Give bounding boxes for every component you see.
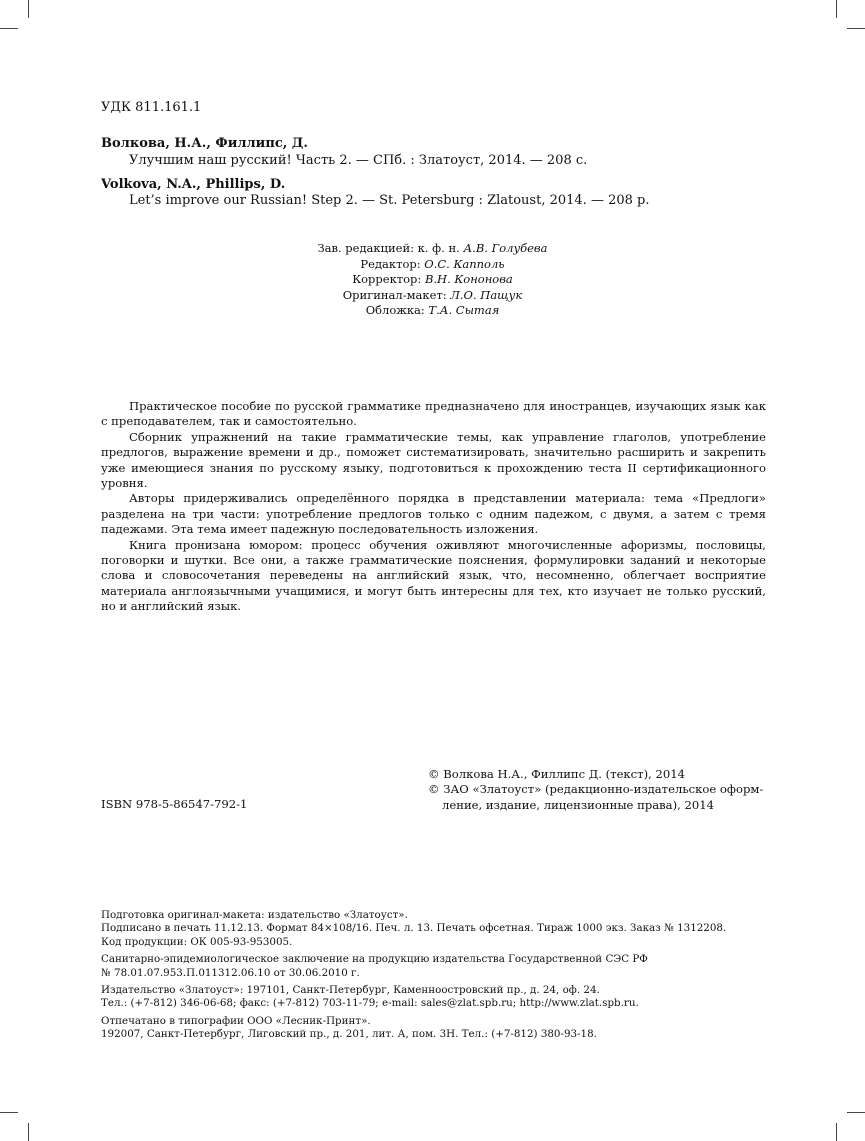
staff-role: Зав. редакцией: к. ф. н. [317,241,464,255]
copyright-line: © Волкова Н.А., Филлипс Д. (текст), 2014 [428,767,685,781]
udk-code: УДК 811.161.1 [101,100,202,115]
staff-name: Л.О. Пащук [450,287,523,302]
staff-row [250,241,615,257]
staff-name: Т.А. Сытая [428,303,500,317]
imprint-block [101,909,771,1042]
bib-title-ru: Улучшим наш русский! Часть 2. — СПб. : Златоуст, 2014. — 208 с. [129,153,588,168]
imprint-line: Тел.: (+7-812) 346-06-68; факс: (+7-812) 703-11-79; e-mail: sales@zlat.spb.ru; http://www.zlat.spb.ru. [101,997,639,1010]
imprint-line: Подписано в печать 11.12.13. Формат 84×108/16. Печ. л. 13. Печать офсетная. Тираж 1000 экз. Заказ № 1312208. [101,922,727,935]
bib-author-en: Volkova, N.A., Phillips, D. [101,177,286,192]
bib-title-en: Let’s improve our Russian! Step 2. — St. Petersburg : Zlatoust, 2014. — 208 p. [129,193,650,208]
staff-row [250,288,615,304]
staff-name: А.В. Голубева [463,241,548,255]
staff-row [250,272,615,288]
editorial-staff [250,241,615,319]
staff-role: Обложка: [365,303,429,317]
crop-mark-bottom-left-h [0,1112,18,1113]
isbn: ISBN 978-5-86547-792-1 [101,797,248,811]
crop-mark-top-right [836,0,837,18]
staff-name: О.С. Капполь [424,256,505,271]
imprint-line: 192007, Санкт-Петербург, Лиговский пр., д. 201, лит. А, пом. 3Н. Тел.: (+7-812) 380-93-18. [101,1028,597,1041]
imprint-line: Отпечатано в типографии ООО «Лесник-Принт». [101,1014,371,1027]
abstract-paragraph: Сборник упражнений на такие грамматические темы, как управление глаголов, употребление предлогов, выражение времени и др., поможет систематизировать, значительно расширить и закрепить уже имеющиеся знания по русскому языку, подготовиться к прохождению теста II сертификационного уровня. [101,429,766,491]
imprint-line: Подготовка оригинал-макета: издательство «Златоуст». [101,909,408,921]
crop-mark-top-right-h [847,28,865,29]
crop-mark-top-left-h [0,28,18,29]
crop-mark-bottom-left [28,1123,29,1141]
crop-mark-top-left [28,0,29,18]
abstract-paragraph: Авторы придерживались определённого порядка в представлении материала: тема «Предлоги» разделена на три части: употребление предлогов только с одним падежом, с двумя, а затем с тремя падежами. Эта тема имеет падежную последовательность изложения. [101,491,766,537]
bib-author-ru: Волкова, Н.А., Филлипс, Д. [101,136,308,151]
imprint-line: № 78.01.07.953.П.011312.06.10 от 30.06.2010 г. [101,966,360,979]
staff-row [250,257,615,273]
staff-role: Редактор: [360,256,425,271]
imprint-line: Код продукции: ОК 005-93-953005. [101,935,293,948]
crop-mark-bottom-right [836,1123,837,1141]
staff-row [250,303,615,319]
crop-mark-bottom-right-h [847,1112,865,1113]
copyright-block [428,767,768,813]
imprint-line: Санитарно-эпидемиологическое заключение на продукцию издательства Государственной СЭС РФ [101,953,648,966]
book-abstract [101,399,766,615]
copyright-line: ление, издание, лицензионные права), 2014 [442,797,714,812]
staff-role: Корректор: [352,272,425,286]
copyright-line: © ЗАО «Златоуст» (редакционно-издательское оформ- [428,782,764,797]
imprint-line: Издательство «Златоуст»: 197101, Санкт-Петербург, Каменноостровский пр., д. 24, оф. 24. [101,984,600,997]
staff-name: В.Н. Кононова [424,272,513,286]
staff-role: Оригинал-макет: [342,287,451,302]
abstract-paragraph: Книга пронизана юмором: процесс обучения оживляют многочисленные афоризмы, пословицы, поговорки и шутки. Все они, а также грамматические пояснения, формулировки заданий и некоторые слова и словосочетания переведены на английский язык, что, несомненно, облегчает восприятие материала англоязычными учащимися, и могут быть интересны для тех, кто изучает не только русский, но и английский язык. [101,537,766,614]
abstract-paragraph: Практическое пособие по русской грамматике предназначено для иностранцев, изучающих язык как с преподавателем, так и самостоятельно. [101,399,766,429]
